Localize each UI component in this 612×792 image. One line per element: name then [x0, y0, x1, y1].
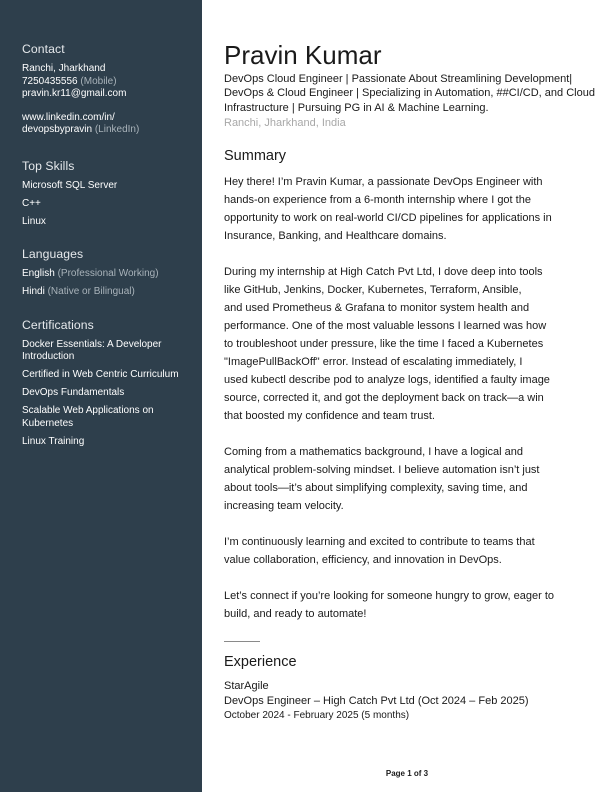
main-content	[224, 40, 596, 723]
experience-heading: Experience	[224, 654, 297, 671]
certifications-section	[22, 318, 194, 449]
skill-item: C++	[22, 197, 41, 209]
certification-item: Docker Essentials: A Developer Introduction	[22, 338, 162, 362]
top-skills-heading: Top Skills	[22, 158, 75, 173]
experience-dates: October 2024 - February 2025 (5 months)	[224, 710, 410, 722]
summary-paragraph: Hey there! I’m Pravin Kumar, a passionate DevOps Engineer with hands-on experience from a 6-month internship where I got the opportunity to work on real-world CI/CD pipelines for applications in Insurance, Banking, and Healthcare domains.	[224, 176, 552, 243]
skill-item: Linux	[22, 215, 46, 227]
sidebar	[0, 0, 202, 792]
certification-item: Certified in Web Centric Curriculum	[22, 369, 179, 380]
page-number: Page 1 of 3	[385, 769, 429, 778]
languages-heading: Languages	[22, 247, 84, 261]
summary-paragraph: Coming from a mathematics background, I have a logical and analytical problem-solving mindset. I believe automation isn’t just about tools—it’s about simplifying complexity, saving time, and increasing team velocity.	[224, 446, 540, 513]
contact-linkedin-row	[22, 124, 194, 137]
profile-name: Pravin Kumar	[224, 40, 382, 70]
language-name: English	[22, 268, 55, 279]
profile-location: Ranchi, Jharkhand, India	[224, 116, 346, 129]
certification-item: Linux Training	[22, 435, 85, 447]
top-skills-section	[22, 159, 194, 229]
contact-location: Ranchi, Jharkhand	[22, 63, 106, 74]
summary-paragraph: I’m continuously learning and excited to contribute to teams that value collaboration, efficiency, and innovation in DevOps.	[224, 536, 535, 567]
contact-linkedin-link-line2[interactable]: devopsbypravin	[22, 124, 93, 135]
experience-company: StarAgile	[224, 680, 269, 693]
language-level: (Native or Bilingual)	[47, 286, 135, 297]
contact-linkedin-link-line1[interactable]: www.linkedin.com/in/	[22, 111, 115, 123]
contact-phone-type: (Mobile)	[80, 75, 117, 87]
certification-item: Scalable Web Applications on Kubernetes	[22, 405, 154, 429]
contact-heading: Contact	[22, 42, 65, 56]
summary-paragraph: During my internship at High Catch Pvt Ltd, I dove deep into tools like GitHub, Jenkins, Docker, Kubernetes, Terraform, Ansible, and used Prometheus & Grafana to monitor system health and performance. One of the most valuable lessons I learned was how to troubleshoot under pressure, like the time I faced a Kubernetes "ImagePullBackOff" error. Instead of escalating immediately, I used kubectl describe pod to analyze logs, identified a faulty image source, corrected it, and got the deployment back on track—a win that boosted my confidence and team trust.	[224, 266, 550, 423]
language-name: Hindi	[22, 286, 45, 297]
contact-email[interactable]: pravin.kr11@gmail.com	[22, 88, 127, 99]
contact-phone[interactable]: 7250435556	[22, 75, 78, 87]
certifications-heading: Certifications	[22, 317, 94, 332]
summary-paragraph: Let’s connect if you’re looking for someone hungry to grow, eager to build, and ready to automate!	[224, 590, 554, 621]
contact-section	[22, 42, 194, 137]
certification-item: DevOps Fundamentals	[22, 387, 125, 398]
summary-heading: Summary	[224, 148, 287, 165]
contact-linkedin-type: (LinkedIn)	[94, 124, 140, 135]
experience-role: DevOps Engineer – High Catch Pvt Ltd (Oct 2024 – Feb 2025)	[224, 695, 529, 708]
language-item	[22, 268, 194, 281]
skill-item: Microsoft SQL Server	[22, 179, 118, 191]
language-level: (Professional Working)	[57, 268, 159, 279]
contact-phone-row	[22, 76, 194, 89]
section-divider	[224, 641, 260, 642]
profile-headline: DevOps Cloud Engineer | Passionate About Streamlining Development| DevOps & Cloud Engineer | Specializing in Automation, ##CI/CD, and Cloud Infrastructure | Pursuing PG in AI & Machine Learning.	[224, 73, 595, 114]
language-item	[22, 286, 194, 299]
languages-section	[22, 247, 194, 299]
